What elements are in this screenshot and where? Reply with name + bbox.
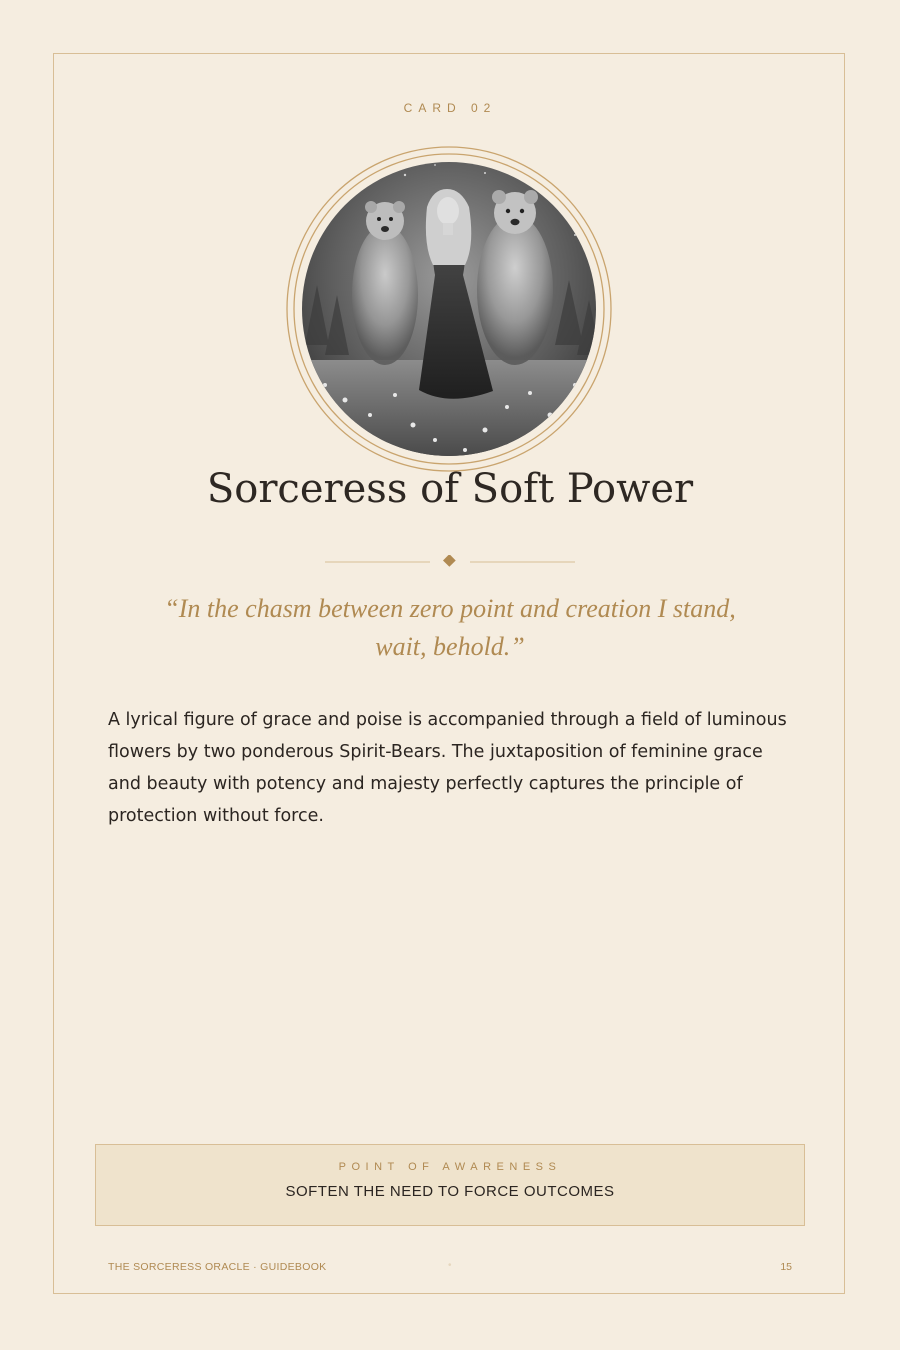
point-of-awareness-panel <box>95 1144 805 1226</box>
card-number-label: CARD 02 <box>403 101 497 115</box>
card-quote: “In the chasm between zero point and creation I stand, wait, behold.” <box>164 594 736 661</box>
diamond-icon <box>443 555 456 567</box>
card-illustration-medallion <box>285 145 613 473</box>
point-of-awareness-text: SOFTEN THE NEED TO FORCE OUTCOMES <box>285 1183 615 1200</box>
card-title: Sorceress of Soft Power <box>206 466 694 512</box>
ornamental-divider <box>325 555 575 569</box>
footer-ornament: • <box>448 1260 452 1271</box>
point-of-awareness-label: POINT OF AWARENESS <box>338 1161 562 1173</box>
footer-book-title: THE SORCERESS ORACLE · GUIDEBOOK <box>108 1261 327 1273</box>
card-description: A lyrical figure of grace and poise is accompanied through a field of luminous flowers by two ponderous Spirit-Bears. The juxtaposition of feminine grace and beauty with potency and majesty perfectly captures the principle of protection without force. <box>108 710 787 826</box>
page-number: 15 <box>780 1261 792 1273</box>
